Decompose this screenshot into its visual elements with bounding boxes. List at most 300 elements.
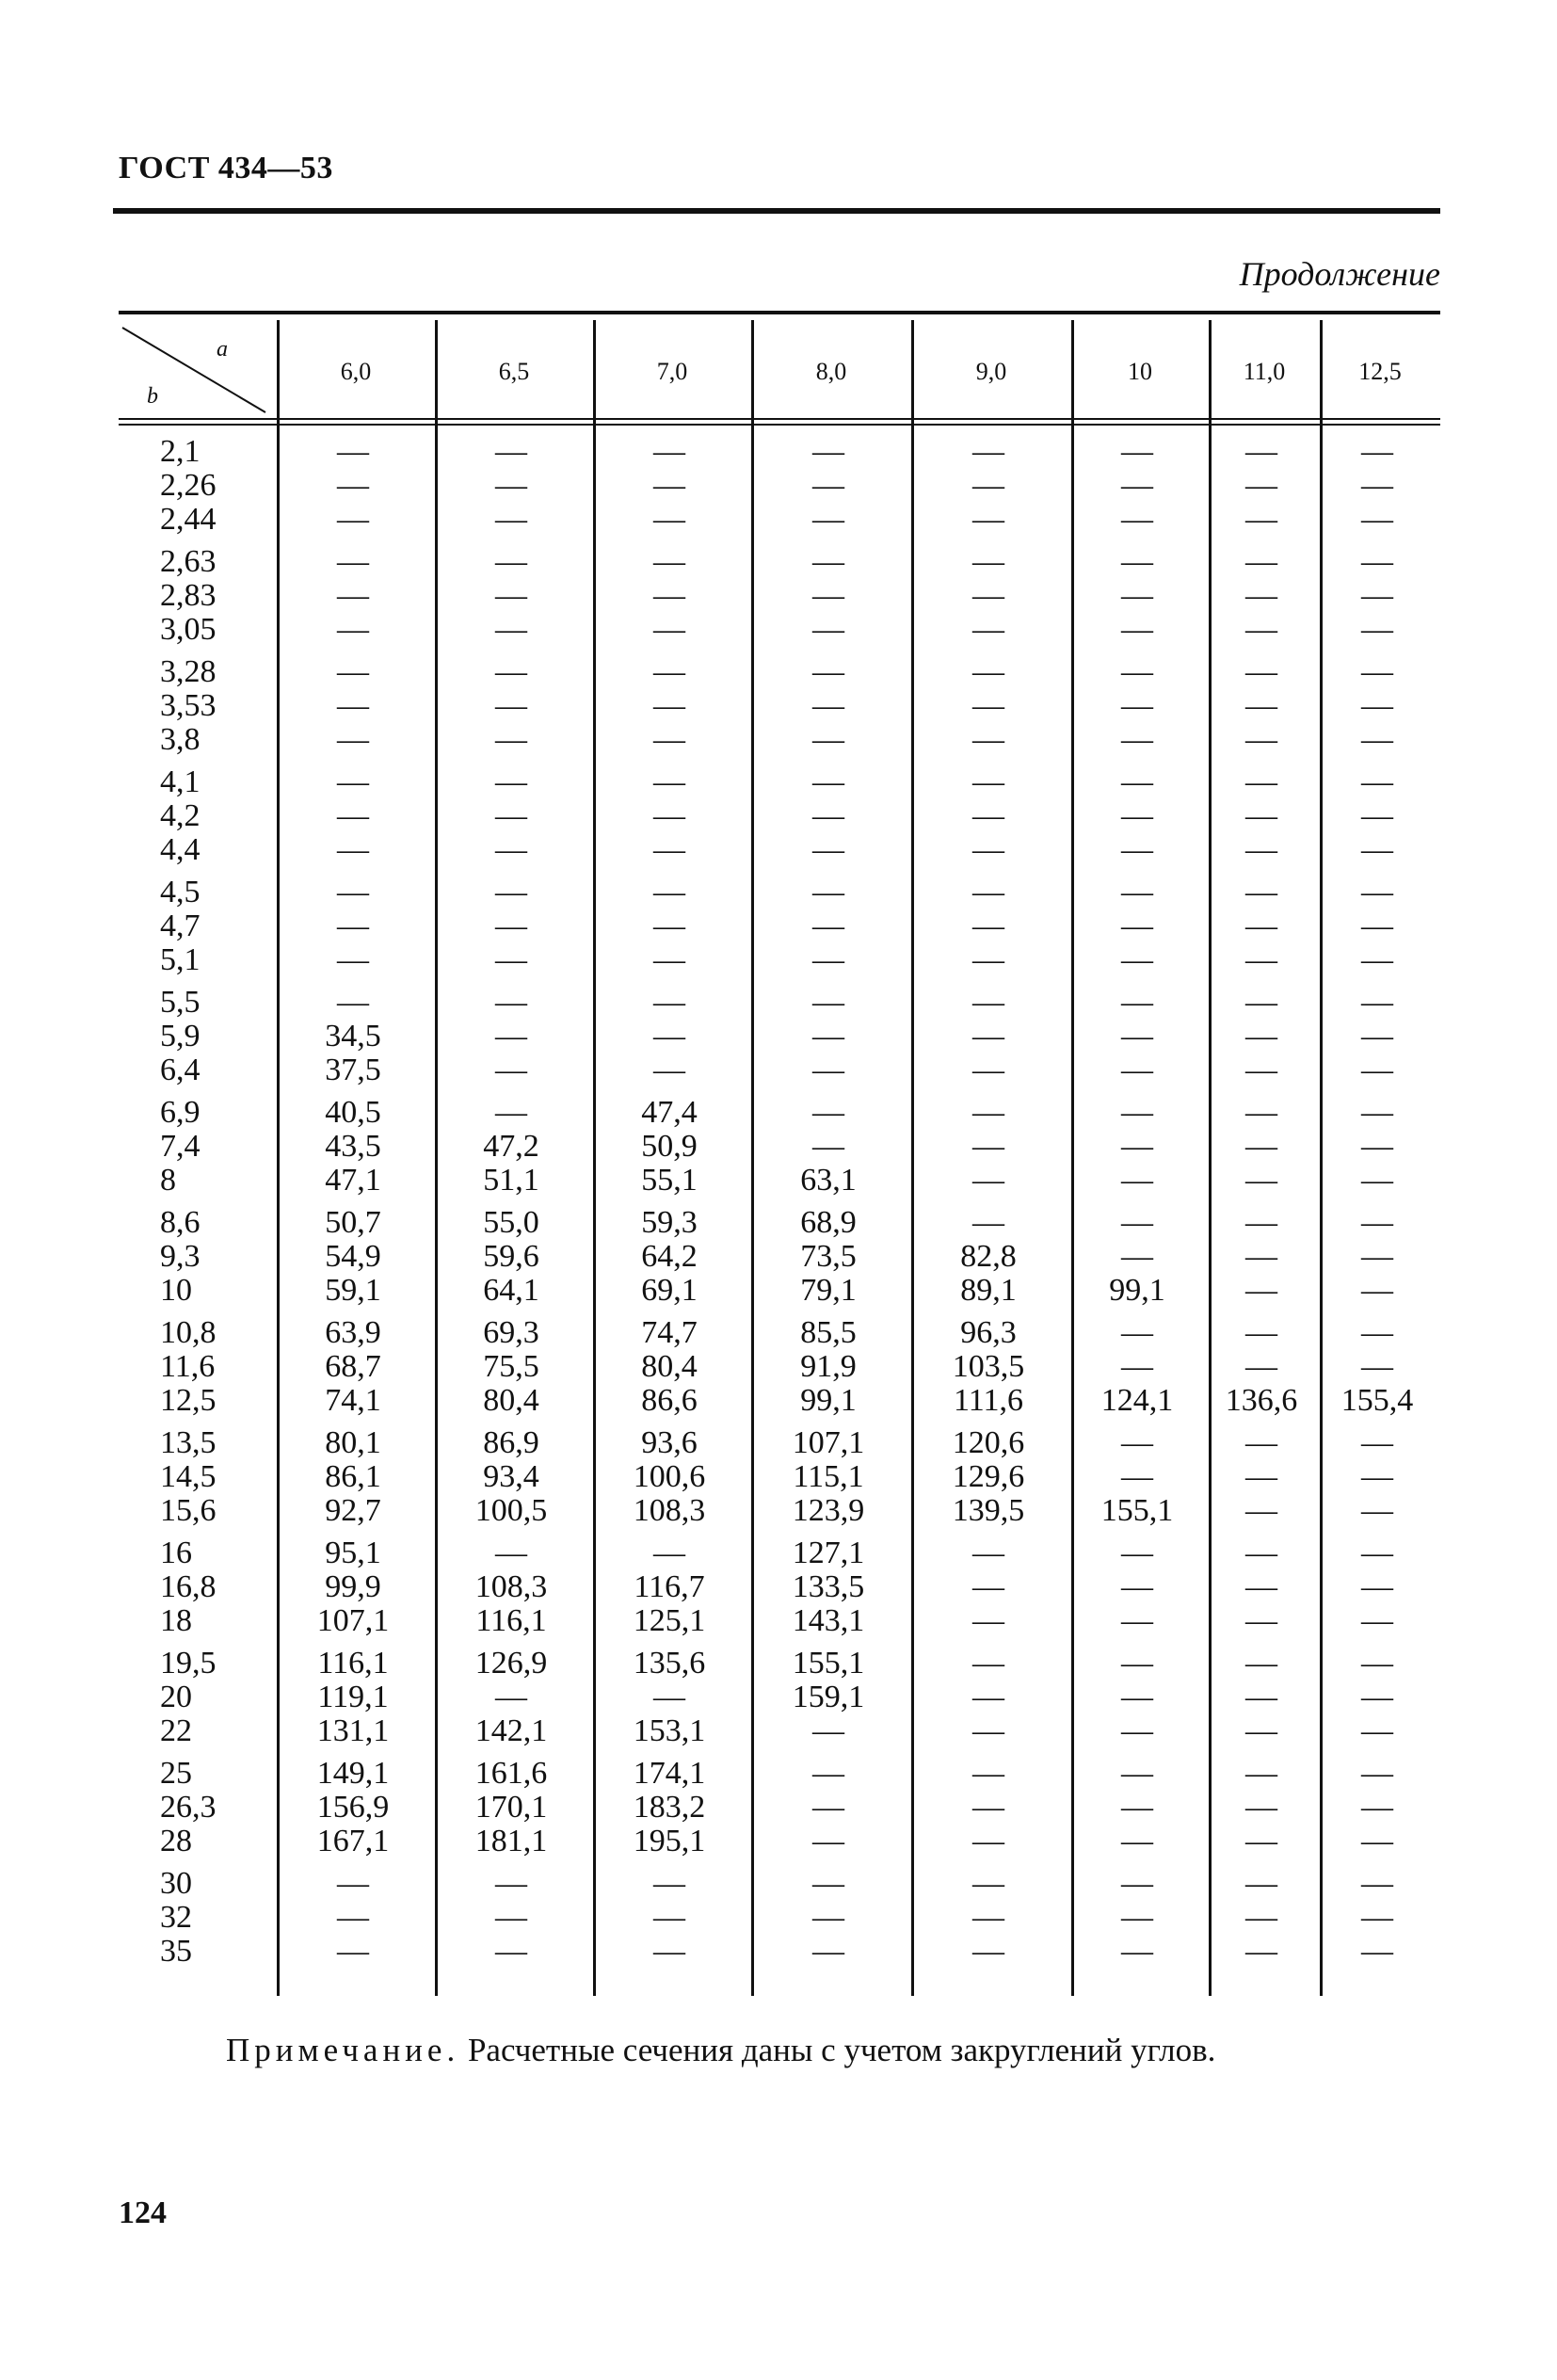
table-cell: — [972, 1603, 1004, 1639]
table-cell: 156,9 [316, 1790, 390, 1825]
table-cell: — [653, 434, 685, 469]
table-cell: — [1121, 1900, 1153, 1936]
table-cell: — [972, 1900, 1004, 1936]
table-cell: — [1245, 1646, 1277, 1680]
row-label: 25 [160, 1756, 192, 1791]
table-cell: — [972, 942, 1004, 978]
table-cell: — [1121, 1824, 1153, 1859]
row-label: 4,4 [160, 832, 201, 868]
table-cell: — [1121, 1790, 1153, 1825]
table-cell: 68,9 [800, 1205, 857, 1240]
row-label: 35 [160, 1934, 192, 1970]
table-cell: — [1361, 1646, 1393, 1680]
table-cell: 79,1 [800, 1273, 857, 1309]
table-cell: — [812, 1934, 844, 1970]
table-cell: — [653, 985, 685, 1020]
table-cell: — [1245, 1900, 1277, 1936]
table-cell: — [337, 909, 369, 944]
table-cell: — [1361, 985, 1393, 1020]
row-label: 4,7 [160, 909, 201, 944]
table-cell: — [1121, 1019, 1153, 1054]
table-cell: 99,1 [800, 1383, 857, 1419]
table-cell: — [972, 1824, 1004, 1859]
table-cell: 82,8 [960, 1239, 1017, 1275]
table-cell: — [1245, 1239, 1277, 1275]
table-cell: 107,1 [792, 1425, 865, 1460]
table-cell: — [1361, 909, 1393, 944]
table-cell: — [1121, 612, 1153, 648]
table-cell: — [972, 798, 1004, 834]
table-cell: 103,5 [952, 1349, 1025, 1385]
table-cell: 174,1 [633, 1756, 706, 1791]
table-cell: 34,5 [325, 1019, 381, 1054]
document-header: ГОСТ 434—53 [119, 151, 333, 185]
table-cell: — [812, 798, 844, 834]
table-cell: — [1361, 1163, 1393, 1198]
table-cell: — [495, 798, 527, 834]
row-label: 16 [160, 1536, 192, 1570]
note-label: Примечание. [226, 2032, 460, 2068]
column-header: 6,5 [498, 358, 530, 385]
table-cell: — [1245, 1790, 1277, 1825]
table-cell: — [1361, 1900, 1393, 1936]
table-cell: — [812, 722, 844, 758]
table-cell: 40,5 [325, 1095, 381, 1130]
header-corner-cell [119, 318, 269, 412]
table-cell: — [337, 1934, 369, 1970]
row-label: 10 [160, 1273, 192, 1309]
table-cell: — [972, 1019, 1004, 1054]
table-cell: — [1121, 1680, 1153, 1715]
table-cell: — [1245, 832, 1277, 868]
table-cell: 183,2 [633, 1790, 706, 1825]
table-cell: — [1361, 612, 1393, 648]
table-cell: 93,4 [483, 1459, 539, 1495]
table-cell: — [337, 985, 369, 1020]
table-cell: — [495, 612, 527, 648]
row-label: 8,6 [160, 1205, 201, 1240]
table-cell: 59,6 [483, 1239, 539, 1275]
table-cell: 47,4 [641, 1095, 698, 1130]
table-cell: — [812, 764, 844, 799]
table-cell: 59,1 [325, 1273, 381, 1309]
continuation-label: Продолжение [1239, 255, 1440, 293]
corner-diagonal [119, 318, 269, 416]
table-cell: — [1121, 909, 1153, 944]
table-cell: — [1245, 502, 1277, 538]
table-cell: — [812, 654, 844, 689]
table-cell: — [1245, 1824, 1277, 1859]
table-cell: — [1121, 578, 1153, 614]
table-cell: 108,3 [633, 1493, 706, 1529]
table-cell: — [812, 1866, 844, 1901]
table-cell: — [1361, 764, 1393, 799]
table-cell: — [495, 502, 527, 538]
header-divider-2 [119, 424, 1440, 426]
row-label: 5,1 [160, 942, 201, 978]
table-cell: — [1245, 1273, 1277, 1309]
table-top-border [119, 311, 1440, 314]
table-cell: 47,1 [325, 1163, 381, 1198]
table-cell: — [495, 1019, 527, 1054]
row-label: 5,5 [160, 985, 201, 1020]
table-cell: 155,1 [792, 1646, 865, 1680]
table-cell: — [1361, 1603, 1393, 1639]
table-cell: — [1361, 434, 1393, 469]
table-cell: — [1361, 1019, 1393, 1054]
table-cell: — [1361, 1934, 1393, 1970]
table-cell: — [812, 688, 844, 724]
table-cell: 149,1 [316, 1756, 390, 1791]
header-rule [113, 208, 1440, 214]
table-cell: — [1121, 1315, 1153, 1350]
table-cell: 135,6 [633, 1646, 706, 1680]
table-cell: — [812, 1756, 844, 1791]
table-cell: — [812, 544, 844, 579]
row-label: 2,63 [160, 544, 217, 579]
table-cell: 86,9 [483, 1425, 539, 1460]
table-cell: 136,6 [1225, 1383, 1298, 1419]
row-label: 3,28 [160, 654, 217, 689]
table-cell: — [1361, 1095, 1393, 1130]
table-cell: — [972, 1646, 1004, 1680]
table-cell: 75,5 [483, 1349, 539, 1385]
table-cell: — [1245, 764, 1277, 799]
table-cell: — [1361, 1569, 1393, 1605]
table-cell: — [1245, 942, 1277, 978]
row-label: 2,26 [160, 468, 217, 504]
table-cell: 74,7 [641, 1315, 698, 1350]
table-cell: — [653, 1900, 685, 1936]
row-label: 6,4 [160, 1053, 201, 1088]
table-cell: 63,1 [800, 1163, 857, 1198]
table-cell: 116,7 [634, 1569, 705, 1605]
table-cell: 73,5 [800, 1239, 857, 1275]
table-cell: — [653, 688, 685, 724]
table-cell: — [337, 544, 369, 579]
table-cell: — [972, 909, 1004, 944]
table-cell: 120,6 [952, 1425, 1025, 1460]
table-cell: — [1121, 1934, 1153, 1970]
table-cell: — [1121, 1205, 1153, 1240]
table-cell: 116,1 [475, 1603, 547, 1639]
table-cell: — [1121, 1536, 1153, 1570]
row-label: 22 [160, 1713, 192, 1749]
table-cell: — [1245, 688, 1277, 724]
table-cell: — [1361, 1824, 1393, 1859]
table-cell: — [1121, 1053, 1153, 1088]
table-cell: 93,6 [641, 1425, 698, 1460]
table-note [226, 2032, 1215, 2069]
table-cell: — [1361, 942, 1393, 978]
table-cell: — [1361, 1459, 1393, 1495]
table-cell: — [1361, 1680, 1393, 1715]
page-number: 124 [119, 2195, 167, 2230]
column-header: 10 [1128, 358, 1152, 385]
table-cell: — [972, 1790, 1004, 1825]
table-cell: — [812, 942, 844, 978]
table-cell: — [337, 612, 369, 648]
row-label: 14,5 [160, 1459, 217, 1495]
row-label: 2,44 [160, 502, 217, 538]
table-cell: — [495, 654, 527, 689]
table-cell: 64,1 [483, 1273, 539, 1309]
table-cell: 37,5 [325, 1053, 381, 1088]
table-cell: 129,6 [952, 1459, 1025, 1495]
table-cell: 195,1 [633, 1824, 706, 1859]
table-cell: — [1245, 1569, 1277, 1605]
row-label: 19,5 [160, 1646, 217, 1680]
table-cell: — [337, 832, 369, 868]
table-cell: — [1121, 468, 1153, 504]
table-cell: 74,1 [325, 1383, 381, 1419]
table-cell: — [1245, 1866, 1277, 1901]
table-cell: 68,7 [325, 1349, 381, 1385]
row-label: 10,8 [160, 1315, 217, 1350]
table-cell: — [1121, 1163, 1153, 1198]
table-cell: — [1245, 875, 1277, 909]
table-cell: — [1121, 1756, 1153, 1791]
table-cell: — [972, 654, 1004, 689]
table-cell: — [1121, 764, 1153, 799]
table-cell: — [495, 722, 527, 758]
table-cell: — [812, 875, 844, 909]
table-cell: — [1245, 434, 1277, 469]
table-cell: 126,9 [474, 1646, 548, 1680]
table-cell: — [1121, 1095, 1153, 1130]
table-cell: — [1245, 1425, 1277, 1460]
table-cell: — [653, 654, 685, 689]
table-cell: — [972, 1129, 1004, 1165]
table-cell: — [495, 832, 527, 868]
table-cell: — [653, 832, 685, 868]
table-cell: — [495, 1680, 527, 1715]
table-cell: 119,1 [317, 1680, 389, 1715]
table-cell: — [337, 468, 369, 504]
table-cell: — [812, 434, 844, 469]
row-label: 30 [160, 1866, 192, 1901]
table-cell: — [1121, 502, 1153, 538]
table-cell: — [337, 1866, 369, 1901]
table-cell: — [972, 1680, 1004, 1715]
table-cell: — [1361, 1713, 1393, 1749]
table-cell: 91,9 [800, 1349, 857, 1385]
table-cell: 116,1 [317, 1646, 389, 1680]
table-cell: 51,1 [483, 1163, 539, 1198]
table-cell: — [1245, 722, 1277, 758]
row-label: 9,3 [160, 1239, 201, 1275]
table-cell: — [1121, 1569, 1153, 1605]
table-cell: 86,1 [325, 1459, 381, 1495]
table-cell: — [495, 1900, 527, 1936]
table-cell: — [1245, 1163, 1277, 1198]
table-cell: — [972, 832, 1004, 868]
table-cell: — [653, 1934, 685, 1970]
table-cell: — [972, 688, 1004, 724]
table-cell: 99,9 [325, 1569, 381, 1605]
table-cell: — [972, 578, 1004, 614]
table-cell: — [972, 1756, 1004, 1791]
table-cell: — [812, 1129, 844, 1165]
table-cell: — [1245, 1934, 1277, 1970]
row-label: 7,4 [160, 1129, 201, 1165]
table-cell: — [653, 468, 685, 504]
table-cell: — [972, 875, 1004, 909]
table-cell: 63,9 [325, 1315, 381, 1350]
table-cell: — [1245, 909, 1277, 944]
table-cell: — [1245, 578, 1277, 614]
table-cell: — [1245, 1053, 1277, 1088]
table-cell: — [1361, 832, 1393, 868]
table-cell: — [812, 1824, 844, 1859]
table-cell: — [1361, 502, 1393, 538]
table-cell: — [1121, 1349, 1153, 1385]
table-cell: — [653, 612, 685, 648]
table-cell: — [812, 578, 844, 614]
table-cell: — [1245, 468, 1277, 504]
row-label: 8 [160, 1163, 176, 1198]
table-cell: 86,6 [641, 1383, 698, 1419]
table-cell: 181,1 [474, 1824, 548, 1859]
table-cell: — [1361, 1053, 1393, 1088]
table-cell: 142,1 [474, 1713, 548, 1749]
table-cell: — [1121, 832, 1153, 868]
row-label: 5,9 [160, 1019, 201, 1054]
table-cell: — [653, 875, 685, 909]
table-cell: — [1121, 1239, 1153, 1275]
table-cell: — [337, 654, 369, 689]
table-cell: 161,6 [474, 1756, 548, 1791]
table-cell: — [495, 909, 527, 944]
row-label: 4,1 [160, 764, 201, 799]
table-cell: — [1121, 1866, 1153, 1901]
table-cell: 115,1 [793, 1459, 864, 1495]
column-header: 11,0 [1243, 358, 1286, 385]
table-cell: — [812, 468, 844, 504]
table-cell: 55,0 [483, 1205, 539, 1240]
table-cell: 123,9 [792, 1493, 865, 1529]
table-cell: 99,1 [1109, 1273, 1165, 1309]
table-cell: — [653, 1680, 685, 1715]
table-cell: — [1121, 798, 1153, 834]
row-label: 32 [160, 1900, 192, 1936]
table-cell: — [972, 1163, 1004, 1198]
table-cell: 125,1 [633, 1603, 706, 1639]
table-cell: — [1121, 1459, 1153, 1495]
table-cell: — [972, 764, 1004, 799]
table-cell: — [1361, 722, 1393, 758]
table-cell: — [1361, 1239, 1393, 1275]
table-cell: — [653, 1536, 685, 1570]
table-cell: — [1121, 985, 1153, 1020]
table-cell: — [1121, 722, 1153, 758]
corner-label-a: a [217, 337, 228, 362]
table-cell: — [495, 688, 527, 724]
table-cell: — [495, 1053, 527, 1088]
table-cell: — [1121, 1713, 1153, 1749]
table-cell: 92,7 [325, 1493, 381, 1529]
table-cell: — [495, 1095, 527, 1130]
table-cell: — [495, 1866, 527, 1901]
table-cell: — [653, 722, 685, 758]
table-cell: 127,1 [792, 1536, 865, 1570]
table-cell: — [1361, 1129, 1393, 1165]
table-cell: 139,5 [952, 1493, 1025, 1529]
table-cell: — [972, 1205, 1004, 1240]
table-cell: — [1361, 654, 1393, 689]
table-cell: 85,5 [800, 1315, 857, 1350]
table-cell: — [812, 502, 844, 538]
table-cell: — [972, 1713, 1004, 1749]
table-cell: 159,1 [792, 1680, 865, 1715]
table-cell: — [1121, 688, 1153, 724]
table-cell: — [972, 722, 1004, 758]
row-label: 4,2 [160, 798, 201, 834]
table-cell: — [1361, 1493, 1393, 1529]
table-cell: — [337, 942, 369, 978]
table-cell: — [972, 502, 1004, 538]
table-cell: — [1245, 1603, 1277, 1639]
table-cell: — [1361, 544, 1393, 579]
table-cell: 111,6 [954, 1383, 1023, 1419]
table-cell: — [337, 875, 369, 909]
table-cell: — [1121, 1129, 1153, 1165]
table-cell: — [495, 468, 527, 504]
column-header: 8,0 [815, 358, 847, 385]
column-header: 7,0 [656, 358, 688, 385]
table-cell: 59,3 [641, 1205, 698, 1240]
table-cell: — [972, 1536, 1004, 1570]
table-cell: — [812, 1713, 844, 1749]
table-cell: — [337, 434, 369, 469]
table-cell: — [495, 544, 527, 579]
table-cell: — [1245, 544, 1277, 579]
table-cell: 47,2 [483, 1129, 539, 1165]
table-cell: — [495, 942, 527, 978]
table-cell: — [653, 578, 685, 614]
table-cell: 155,1 [1100, 1493, 1174, 1529]
table-cell: — [1121, 1603, 1153, 1639]
table-cell: — [1245, 1095, 1277, 1130]
row-label: 4,5 [160, 875, 201, 909]
table-cell: — [972, 985, 1004, 1020]
table-cell: — [495, 578, 527, 614]
table-cell: — [1361, 1205, 1393, 1240]
table-cell: — [972, 612, 1004, 648]
data-table [119, 311, 1440, 1996]
row-label: 12,5 [160, 1383, 217, 1419]
table-cell: 80,4 [483, 1383, 539, 1419]
row-label: 3,8 [160, 722, 201, 758]
table-cell: 155,4 [1340, 1383, 1414, 1419]
row-label: 6,9 [160, 1095, 201, 1130]
table-cell: 100,5 [474, 1493, 548, 1529]
table-cell: 131,1 [316, 1713, 390, 1749]
table-cell: — [1361, 688, 1393, 724]
table-cell: — [337, 722, 369, 758]
corner-label-b: b [147, 384, 158, 409]
header-divider-1 [119, 418, 1440, 420]
table-cell: — [1245, 654, 1277, 689]
table-cell: — [1121, 875, 1153, 909]
table-cell: — [653, 1019, 685, 1054]
table-cell: — [1245, 798, 1277, 834]
table-cell: 55,1 [641, 1163, 698, 1198]
row-label: 20 [160, 1680, 192, 1715]
table-cell: — [1121, 544, 1153, 579]
column-header: 9,0 [975, 358, 1007, 385]
table-cell: — [337, 1900, 369, 1936]
